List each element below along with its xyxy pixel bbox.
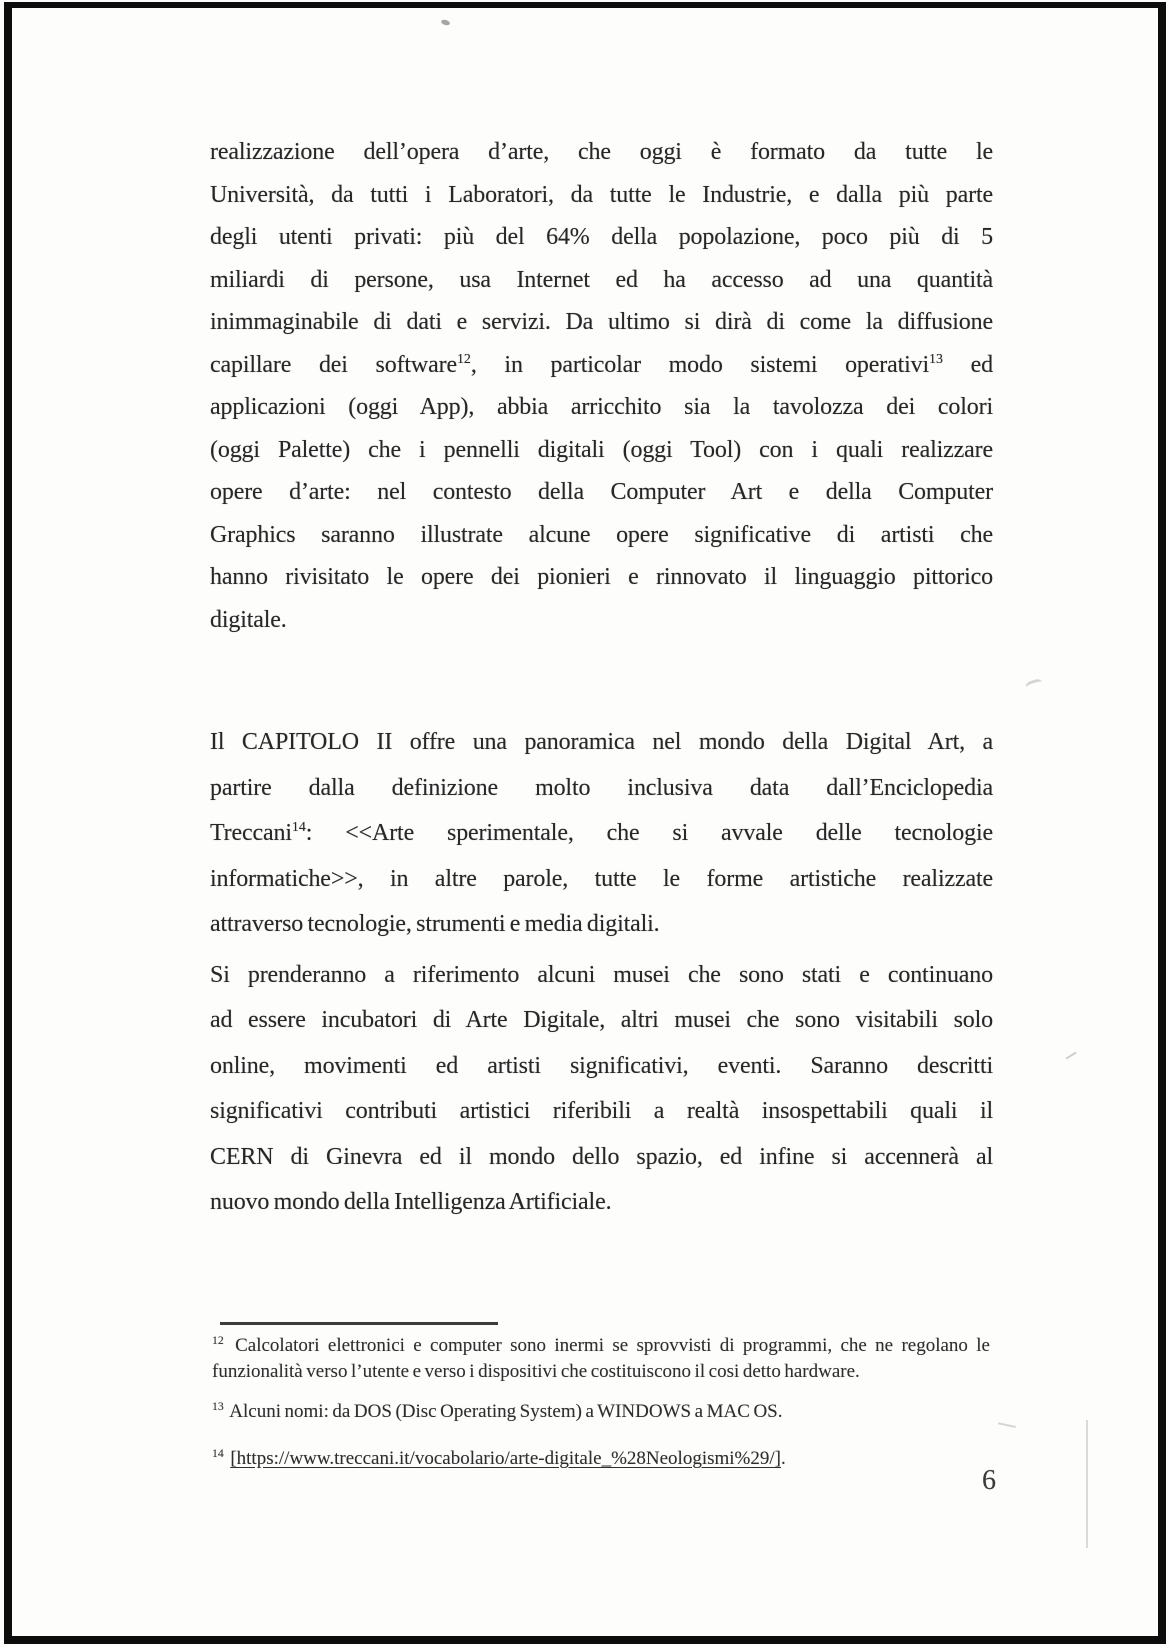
text-line: Si prenderanno a riferimento alcuni musei che sono stati e continuano	[210, 961, 993, 988]
text-line: degli utenti privati: più del 64% della popolazione, poco più di 5	[210, 224, 993, 250]
footnote-13	[212, 1399, 990, 1425]
text-line: hanno rivisitato le opere dei pionieri e rinnovato il linguaggio pittorico	[210, 564, 993, 590]
footnote-ref: 12	[456, 351, 471, 367]
footnote-14	[212, 1446, 990, 1472]
document-body	[210, 131, 993, 1226]
text-line: partire dalla definizione molto inclusiva data dall’Enciclopedia	[210, 774, 993, 801]
text-line: inimmaginabile di dati e servizi. Da ultimo si dirà di come la diffusione	[210, 309, 993, 335]
text-line: ad essere incubatori di Arte Digitale, altri musei che sono visitabili solo	[210, 1007, 993, 1033]
paragraph-p1	[210, 131, 993, 641]
paragraph-p3	[210, 953, 993, 1226]
text-line: attraverso tecnologie, strumenti e media digitali.	[210, 911, 660, 937]
text-line: online, movimenti ed artisti significativi, eventi. Saranno descritti	[210, 1052, 993, 1079]
footnote-12	[212, 1333, 990, 1385]
footnote-marker: 14	[212, 1446, 224, 1460]
text-line: realizzazione dell’opera d’arte, che oggi è formato da tutte le	[210, 139, 993, 165]
footnote-marker: 13	[212, 1399, 224, 1413]
page-number: 6	[982, 1465, 996, 1496]
text-line: significativi contributi artistici riferibili a realtà insospettabili quali il	[210, 1098, 993, 1124]
paragraph-p2	[210, 720, 993, 948]
scan-artifact-mark	[1066, 1052, 1081, 1066]
scan-artifact-mark	[1025, 678, 1045, 695]
footnote-url-link[interactable]: [https://www.treccani.it/vocabolario/arte-digitale_%28Neologismi%29/]	[230, 1448, 781, 1469]
footnotes-section	[212, 1333, 990, 1472]
footnote-ref: 13	[929, 351, 943, 367]
text-line: Università, da tutti i Laboratori, da tutte le Industrie, e dalla più parte	[210, 181, 993, 208]
footnote-separator	[220, 1322, 498, 1325]
text-line: $^{12}$ Calcolatori elettronici e computer sono inermi se sprovvisti di programmi, che ne regolano le	[212, 1333, 990, 1356]
text-line: applicazioni (oggi App), abbia arricchito sia la tavolozza dei colori	[210, 394, 993, 420]
text-line: nuovo mondo della Intelligenza Artificiale.	[210, 1189, 612, 1215]
text-line: Il CAPITOLO II offre una panoramica nel mondo della Digital Art, a	[210, 729, 993, 755]
footnote-ref: 14	[291, 820, 306, 835]
text-line: opere d’arte: nel contesto della Computer Art e della Computer	[210, 479, 993, 505]
text-line: digitale.	[210, 606, 287, 633]
scan-artifact-speck	[440, 19, 450, 27]
text-line: Graphics saranno illustrate alcune opere significative di artisti che	[210, 521, 993, 548]
text-line: $^{13}$ Alcuni nomi: da DOS (Disc Operating System) a WINDOWS a MAC OS.	[212, 1399, 783, 1422]
text-line: $^{14}$ [https://www.treccani.it/vocabolario/arte-digitale_%28Neologismi%29/].	[212, 1446, 786, 1469]
text-line: informatiche>>, in altre parole, tutte le forme artistiche realizzate	[210, 865, 993, 892]
text-line: (oggi Palette) che i pennelli digitali (oggi Tool) con i quali realizzare	[210, 436, 993, 463]
text-line: Treccani$^{14}$: <<Arte sperimentale, che si avvale delle tecnologie	[210, 820, 993, 846]
footnote-marker: 12	[212, 1333, 224, 1347]
text-line: miliardi di persone, usa Internet ed ha accesso ad una quantità	[210, 266, 993, 293]
text-line: CERN di Ginevra ed il mondo dello spazio, ed infine si accennerà al	[210, 1143, 993, 1170]
text-line: capillare dei software$^{12}$, in particolar modo sistemi operativi$^{13}$ ed	[210, 351, 993, 378]
scan-artifact-mark	[996, 1422, 1016, 1437]
scan-artifact-line	[1086, 1420, 1088, 1548]
text-line: funzionalità verso l’utente e verso i dispositivi che costituiscono il cosi detto hardware.	[212, 1361, 860, 1382]
